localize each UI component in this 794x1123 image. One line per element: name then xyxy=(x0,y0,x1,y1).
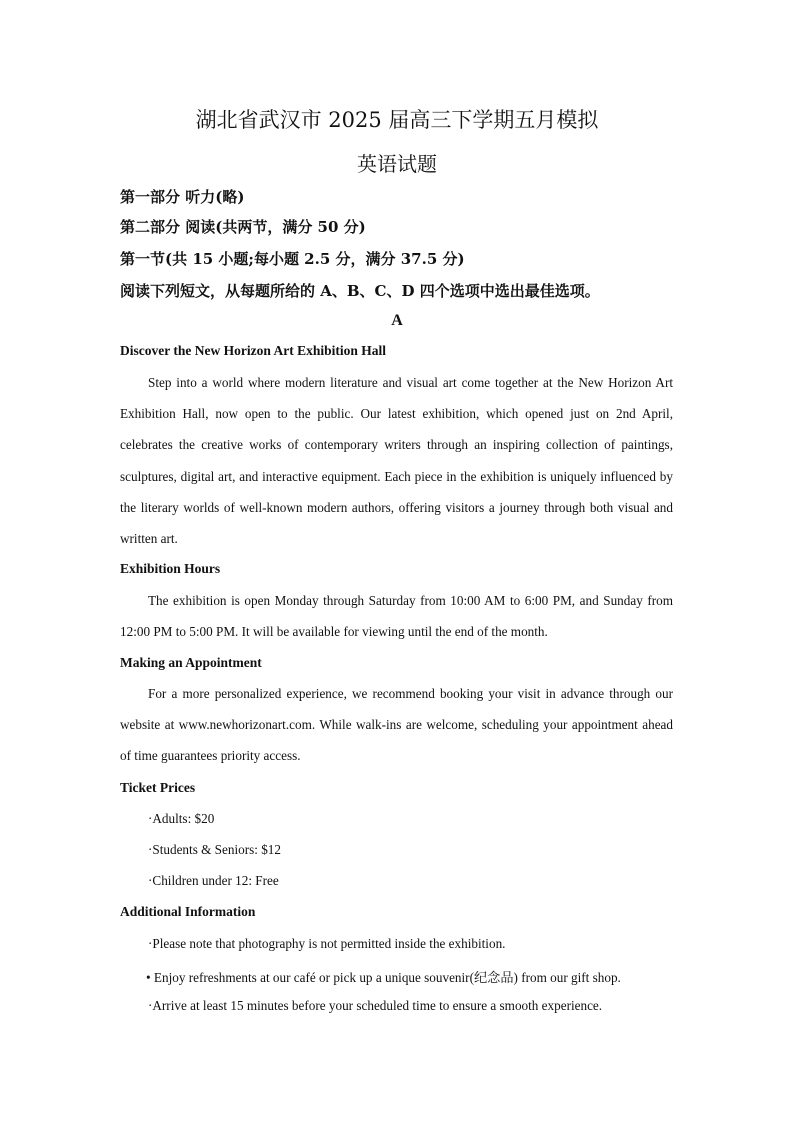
part1-heading: 第一部分 听力(略) xyxy=(120,188,245,206)
additional-item: • Enjoy refreshments at our café or pick up a unique souvenir(纪念品) from our gift shop. xyxy=(146,970,621,985)
hours-heading: Exhibition Hours xyxy=(120,561,221,576)
appointment-paragraph: For a more personalized experience, we recommend booking your visit in advance through our website at www.newhorizonart.com. While walk-ins are welcome, scheduling your appointment ahead of time guarantees priority access. xyxy=(120,686,673,764)
intro-paragraph: Step into a world where modern literature and visual art come together at the New Horizon Art Exhibition Hall, now open to the public. Our latest exhibition, which opened just on 2nd April, celebrates the creative works of contemporary writers through an inspiring collection of paintings, sculptures, digital art, and interactive equipment. Each piece in the exhibition is uniquely influenced by the literary worlds of well-known modern authors, offering visitors a journey through both visual and written art. xyxy=(120,375,673,547)
additional-item: ·Arrive at least 15 minutes before your scheduled time to ensure a smooth experience. xyxy=(148,998,603,1013)
exam-title: 湖北省武汉市 2025 届高三下学期五月模拟 xyxy=(195,108,599,132)
ticket-item: ·Students & Seniors: $12 xyxy=(148,842,281,857)
appointment-heading: Making an Appointment xyxy=(120,655,262,670)
hours-paragraph: The exhibition is open Monday through Saturday from 10:00 AM to 6:00 PM, and Sunday from 12:00 PM to 5:00 PM. It will be available for viewing until the end of the month. xyxy=(120,593,673,640)
instruction-text: 阅读下列短文，从每题所给的 A、B、C、D 四个选项中选出最佳选项。 xyxy=(120,282,600,300)
ticket-item: ·Children under 12: Free xyxy=(148,873,279,888)
ticket-item: ·Adults: $20 xyxy=(148,811,215,826)
passage-title: Discover the New Horizon Art Exhibition Hall xyxy=(120,343,386,358)
exam-subtitle: 英语试题 xyxy=(357,152,437,176)
section1-heading: 第一节(共 15 小题;每小题 2.5 分，满分 37.5 分) xyxy=(120,250,465,268)
tickets-heading: Ticket Prices xyxy=(120,780,196,795)
part2-heading: 第二部分 阅读(共两节，满分 50 分) xyxy=(120,218,366,236)
additional-heading: Additional Information xyxy=(120,904,256,919)
passage-letter: A xyxy=(391,312,403,329)
additional-item: ·Please note that photography is not permitted inside the exhibition. xyxy=(148,936,506,951)
